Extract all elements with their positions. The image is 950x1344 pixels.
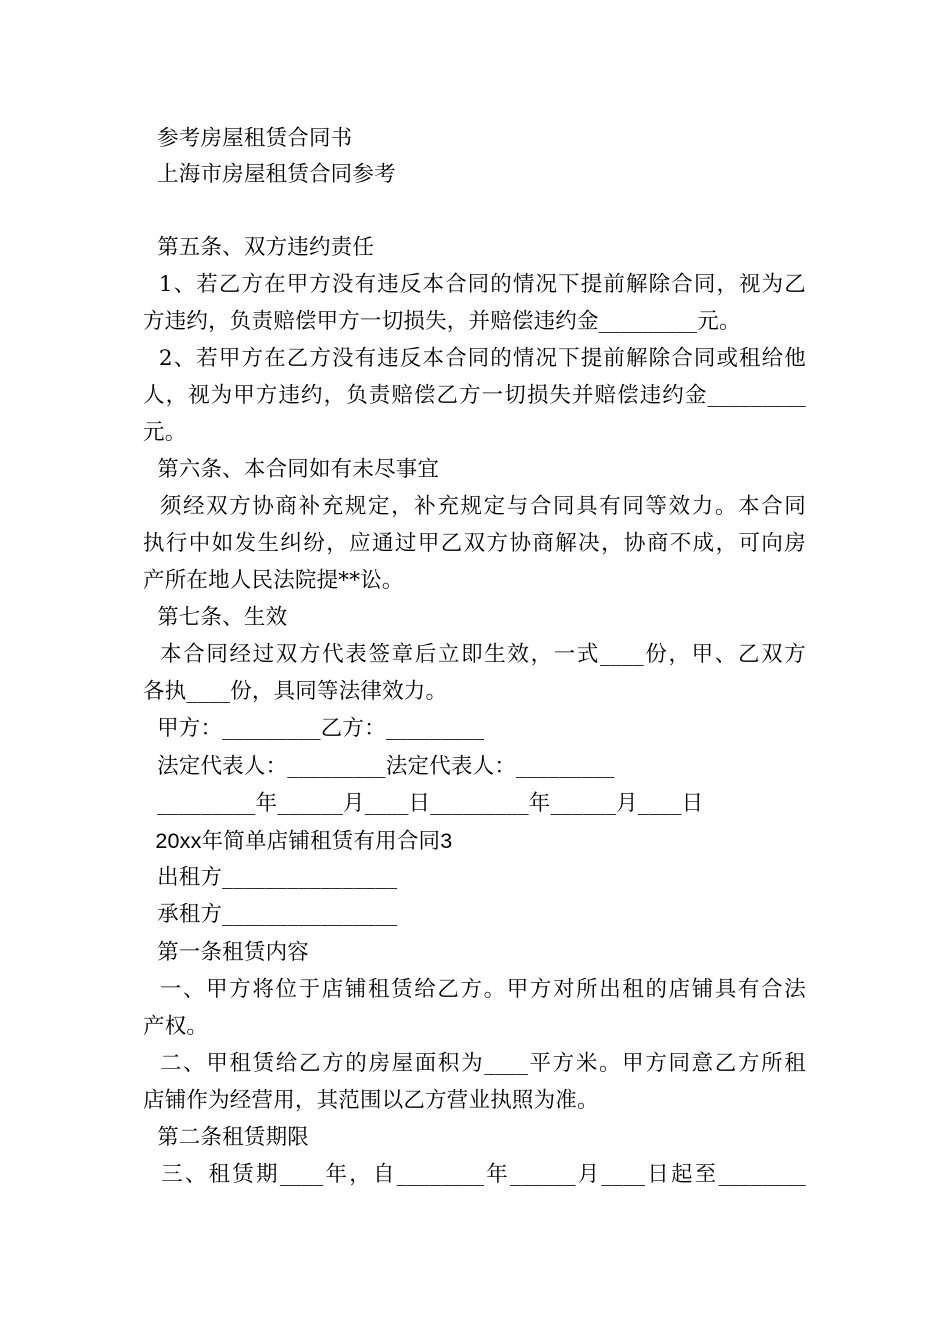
party-signature-line: 甲方：_________乙方：_________	[143, 716, 485, 741]
legal-representative-line: 法定代表人：_________法定代表人：_________	[143, 754, 615, 779]
paragraph-line: 产权。	[143, 1014, 209, 1039]
paragraph-line: 二、甲租赁给乙方的房屋面积为____平方米。甲方同意乙方所租	[143, 1051, 806, 1076]
doc-subtitle: 上海市房屋租赁合同参考	[143, 162, 396, 187]
paragraph-line: 本合同经过双方代表签章后立即生效，一式____份，甲、乙双方	[143, 642, 806, 667]
paragraph-line: 人，视为甲方违约，负责赔偿乙方一切损失并赔偿违约金_________	[143, 383, 806, 408]
paragraph-line: 各执____份，具同等法律效力。	[143, 679, 448, 704]
lessor-line: 出租方________________	[143, 865, 398, 890]
paragraph-line: 方违约，负责赔偿甲方一切损失，并赔偿违约金_________元。	[143, 309, 741, 334]
paragraph-line: 元。	[143, 420, 187, 445]
article-2-heading: 第二条租赁期限	[143, 1125, 309, 1150]
doc-title: 参考房屋租赁合同书	[143, 126, 353, 151]
lessee-line: 承租方________________	[143, 902, 398, 927]
paragraph-line: 须经双方协商补充规定，补充规定与合同具有同等效力。本合同	[143, 494, 806, 519]
article-7-heading: 第七条、生效	[143, 605, 288, 630]
contract-3-title: 20xx年简单店铺租赁有用合同3	[143, 829, 453, 853]
paragraph-line: 2、若甲方在乙方没有违反本合同的情况下提前解除合同或租给他	[143, 346, 806, 371]
paragraph-line: 1、若乙方在甲方没有违反本合同的情况下提前解除合同，视为乙	[143, 272, 806, 297]
paragraph-line: 店铺作为经营用，其范围以乙方营业执照为准。	[143, 1088, 599, 1113]
paragraph-line: 一、甲方将位于店铺租赁给乙方。甲方对所出租的店铺具有合法	[143, 977, 806, 1002]
paragraph-line: 三、租赁期____年，自________年______月____日起至________	[143, 1162, 806, 1187]
article-6-heading: 第六条、本合同如有未尽事宜	[143, 457, 440, 482]
paragraph-line: 产所在地人民法院提**讼。	[143, 568, 404, 593]
date-line: _________年______月____日_________年______月____日	[143, 791, 704, 816]
article-1-heading: 第一条租赁内容	[143, 940, 309, 965]
paragraph-line: 执行中如发生纠纷，应通过甲乙双方协商解决，协商不成，可向房	[143, 531, 806, 556]
article-5-heading: 第五条、双方违约责任	[143, 235, 375, 260]
